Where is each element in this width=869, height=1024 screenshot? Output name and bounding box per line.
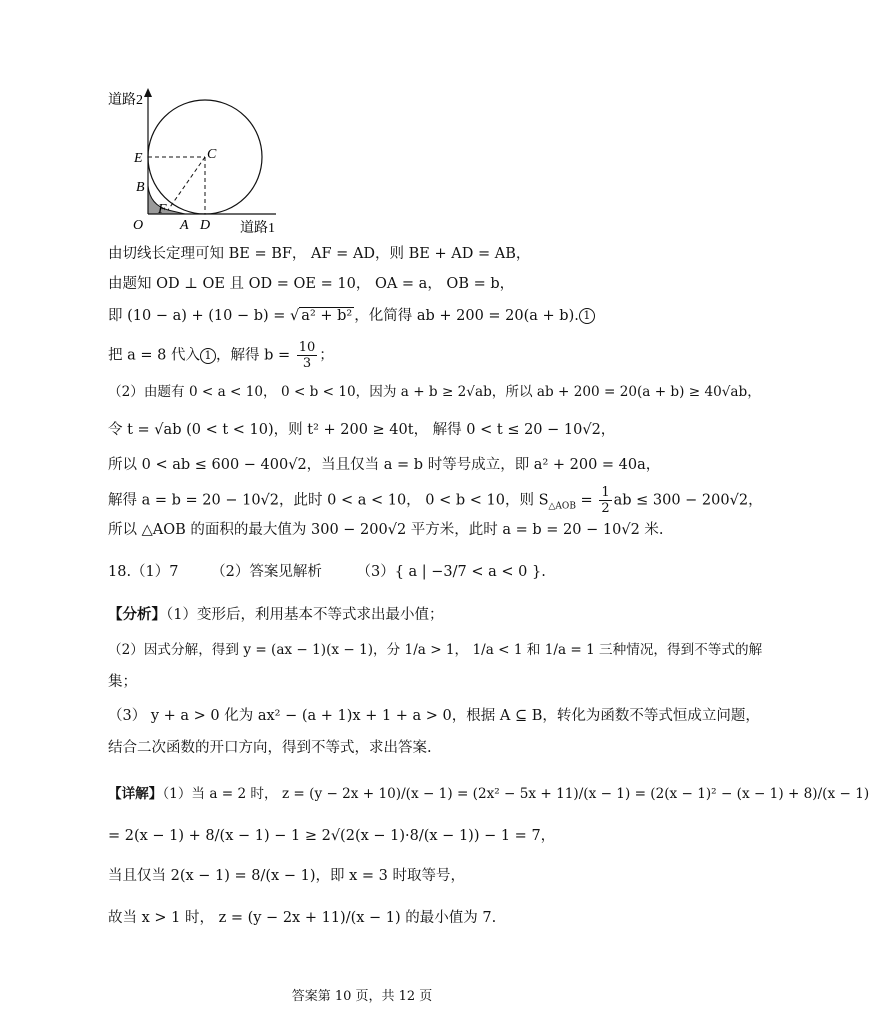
circled-one-ref: 1 bbox=[200, 348, 216, 364]
analysis-label: 【分析】 bbox=[108, 606, 166, 623]
frac-num: 10 bbox=[298, 340, 316, 355]
frac-10-3 bbox=[297, 340, 318, 371]
sqrt-sign: √ bbox=[290, 308, 300, 324]
y-axis-arrow bbox=[144, 88, 152, 97]
label-o: O bbox=[133, 218, 144, 233]
analysis-line-1 bbox=[108, 605, 443, 625]
analysis-1: （1）变形后，利用基本不等式求出最小值； bbox=[166, 607, 444, 623]
detail-label: 【详解】 bbox=[108, 786, 163, 802]
line-1: 由切线长定理可知 BE = BF， AF = AD，则 BE + AD = AB， bbox=[108, 246, 531, 262]
label-road1: 道路1 bbox=[240, 221, 275, 236]
line-6: 令 t = √ab (0 < t < 10)，则 t² + 200 ≥ 40t， 解得 0 < t ≤ 20 − 10√2， bbox=[108, 422, 616, 438]
q18-a: 18.（1）7 bbox=[108, 564, 179, 580]
circled-one: 1 bbox=[579, 308, 595, 324]
detail-line-2: = 2(x − 1) + 8/(x − 1) − 1 ≥ 2√(2(x − 1)·8/(x − 1)) − 1 = 7， bbox=[108, 828, 556, 844]
label-c: C bbox=[207, 147, 217, 162]
label-e: E bbox=[134, 151, 143, 166]
q18-line bbox=[108, 562, 546, 582]
label-f: F bbox=[158, 202, 167, 217]
line-8-b: = bbox=[575, 492, 598, 509]
line-4-b: ，解得 b = bbox=[215, 347, 295, 364]
line-8-sub: △AOB bbox=[548, 501, 576, 512]
analysis-line-3b: 结合二次函数的开口方向，得到不等式，求出答案. bbox=[108, 740, 432, 756]
line-3-a: 即 (10 − a) + (10 − b) = bbox=[108, 308, 291, 324]
analysis-line-3: （3） y + a > 0 化为 ax² − (a + 1)x + 1 + a > 0，根据 A ⊆ B，转化为函数不等式恒成立问题， bbox=[108, 708, 760, 724]
line-8 bbox=[108, 485, 763, 516]
line-3-c: ，化简得 ab + 200 = 20(a + b). bbox=[354, 308, 579, 324]
line-2: 由题知 OD ⊥ OE 且 OD = OE = 10， OA = a， OB = b， bbox=[108, 276, 515, 292]
line-7: 所以 0 < ab ≤ 600 − 400√2，当且仅当 a = b 时等号成立，即 a² + 200 = 40a， bbox=[108, 457, 661, 473]
detail-1: （1）当 a = 2 时， z = (y − 2x + 10)/(x − 1) = (2x² − 5x + 11)/(x − 1) = (2(x − 1)² − (x − 1) + 8)/(x − 1) bbox=[162, 786, 869, 802]
line-4: 把 a = 8 代入 1 ，解得 b = $\frac{10}{3}$ ； bbox=[108, 340, 334, 371]
detail-line-3: 当且仅当 2(x − 1) = 8/(x − 1)，即 x = 3 时取等号， bbox=[108, 868, 465, 884]
label-a: A bbox=[180, 218, 189, 233]
analysis-line-2b: 集； bbox=[108, 674, 137, 690]
page-footer: 答案第 10 页，共 12 页 bbox=[291, 989, 433, 1004]
line-8-c: ab ≤ 300 − 200√2， bbox=[613, 492, 763, 509]
line-3 bbox=[108, 306, 595, 326]
q18-b: （2）答案见解析 bbox=[211, 564, 322, 580]
label-d: D bbox=[200, 218, 211, 233]
line-8-a: 解得 a = b = 20 − 10√2，此时 0 < a < 10， 0 < b < 10，则 S bbox=[108, 492, 549, 509]
analysis-line-2: （2）因式分解，得到 y = (ax − 1)(x − 1)，分 1/a > 1， 1/a < 1 和 1/a = 1 三种情况，得到不等式的解 bbox=[108, 642, 763, 658]
label-b: B bbox=[136, 180, 145, 195]
line-9: 所以 △AOB 的面积的最大值为 300 − 200√2 平方米，此时 a = b = 20 − 10√2 米. bbox=[108, 522, 664, 538]
dashed-cf bbox=[168, 157, 205, 210]
frac-den: 3 bbox=[302, 356, 312, 371]
detail-line-1 bbox=[108, 784, 869, 804]
label-road2: 道路2 bbox=[108, 93, 143, 108]
line-3-b: a² + b² bbox=[301, 308, 353, 324]
detail-line-4: 故当 x > 1 时， z = (y − 2x + 11)/(x − 1) 的最小值为 7. bbox=[108, 910, 497, 926]
frac-half: $\frac{1}{2}$ bbox=[601, 485, 610, 516]
q18-c: （3）{ a | −3/7 < a < 0 }. bbox=[356, 564, 546, 580]
line-4-a: 把 a = 8 代入 bbox=[108, 347, 200, 364]
geometry-figure bbox=[0, 0, 724, 240]
line-5: （2）由题有 0 < a < 10， 0 < b < 10，因为 a + b ≥ 2√ab，所以 ab + 200 = 20(a + b) ≥ 40√ab， bbox=[108, 384, 761, 400]
